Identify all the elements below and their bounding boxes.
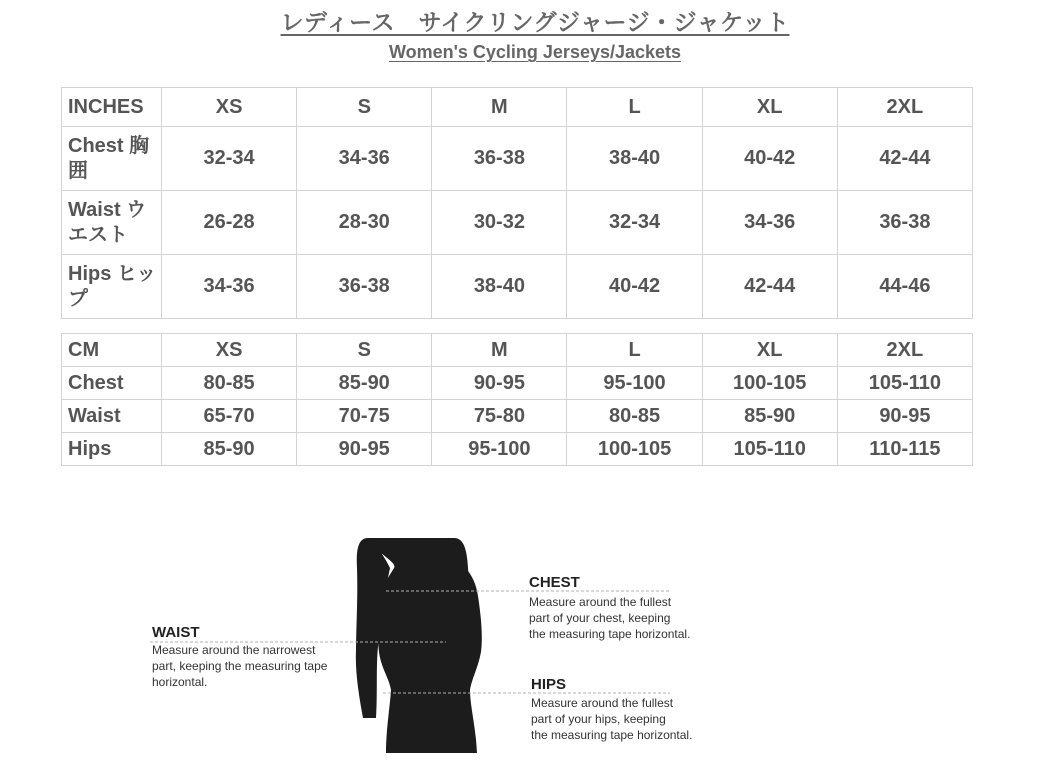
table-cell: 90-95 — [837, 400, 972, 433]
table-cell: 38-40 — [432, 255, 567, 319]
row-label: Hips ヒップ — [62, 255, 162, 319]
table-cell: 40-42 — [567, 255, 702, 319]
table-cell: 32-34 — [162, 127, 297, 191]
waist-desc-line: Measure around the narrowest — [152, 643, 316, 657]
table-row — [62, 255, 973, 319]
inches-size-table — [61, 87, 973, 319]
chest-description — [529, 594, 690, 642]
table-row — [62, 367, 973, 400]
size-header: L — [567, 334, 702, 367]
table-cell: 70-75 — [297, 400, 432, 433]
unit-header: CM — [62, 334, 162, 367]
size-header: M — [432, 334, 567, 367]
table-row — [62, 127, 973, 191]
cm-size-table — [61, 333, 973, 466]
table-cell: 42-44 — [702, 255, 837, 319]
measurement-figure — [150, 538, 730, 758]
waist-description — [152, 642, 327, 690]
table-cell: 38-40 — [567, 127, 702, 191]
page-title-ja: レディース サイクリングジャージ・ジャケット — [280, 10, 790, 36]
table-cell: 28-30 — [297, 191, 432, 255]
row-label: Chest — [62, 367, 162, 400]
table-cell: 80-85 — [567, 400, 702, 433]
size-header: XS — [162, 334, 297, 367]
size-header: L — [567, 88, 702, 127]
waist-desc-line: horizontal. — [152, 675, 208, 689]
page-title-en: Women's Cycling Jerseys/Jackets — [388, 42, 682, 62]
chest-desc-line: Measure around the fullest — [529, 595, 672, 609]
waist-desc-line: part, keeping the measuring tape — [152, 659, 328, 673]
size-header: XL — [702, 334, 837, 367]
chest-desc-line: part of your chest, keeping — [529, 611, 671, 625]
table-cell: 80-85 — [162, 367, 297, 400]
table-cell: 100-105 — [567, 433, 702, 466]
table-cell: 34-36 — [162, 255, 297, 319]
table-cell: 85-90 — [297, 367, 432, 400]
unit-header: INCHES — [62, 88, 162, 127]
table-cell: 100-105 — [702, 367, 837, 400]
table-row — [62, 191, 973, 255]
table-cell: 95-100 — [432, 433, 567, 466]
table-cell: 36-38 — [837, 191, 972, 255]
table-cell: 75-80 — [432, 400, 567, 433]
size-header: S — [297, 334, 432, 367]
table-row — [62, 400, 973, 433]
table-cell: 26-28 — [162, 191, 297, 255]
table-cell: 40-42 — [702, 127, 837, 191]
size-header: M — [432, 88, 567, 127]
size-header: S — [297, 88, 432, 127]
table-cell: 36-38 — [432, 127, 567, 191]
table-row — [62, 433, 973, 466]
table-header-row — [62, 334, 973, 367]
table-cell: 90-95 — [432, 367, 567, 400]
chest-heading: CHEST — [529, 574, 580, 591]
table-cell: 42-44 — [837, 127, 972, 191]
hips-desc-line: the measuring tape horizontal. — [531, 728, 693, 742]
table-cell: 32-34 — [567, 191, 702, 255]
row-label: Hips — [62, 433, 162, 466]
hips-desc-line: part of your hips, keeping — [531, 712, 666, 726]
table-cell: 105-110 — [837, 367, 972, 400]
table-cell: 36-38 — [297, 255, 432, 319]
waist-heading: WAIST — [152, 624, 200, 641]
size-header: XS — [162, 88, 297, 127]
hips-description — [531, 695, 692, 743]
row-label: Waist — [62, 400, 162, 433]
table-cell: 90-95 — [297, 433, 432, 466]
size-header: XL — [702, 88, 837, 127]
table-cell: 34-36 — [702, 191, 837, 255]
table-cell: 44-46 — [837, 255, 972, 319]
table-cell: 65-70 — [162, 400, 297, 433]
row-label: Waist ウエスト — [62, 191, 162, 255]
table-cell: 85-90 — [162, 433, 297, 466]
hips-desc-line: Measure around the fullest — [531, 696, 674, 710]
table-cell: 110-115 — [837, 433, 972, 466]
row-label: Chest 胸囲 — [62, 127, 162, 191]
chest-desc-line: the measuring tape horizontal. — [529, 627, 691, 641]
table-cell: 95-100 — [567, 367, 702, 400]
table-header-row — [62, 88, 973, 127]
table-cell: 85-90 — [702, 400, 837, 433]
table-cell: 34-36 — [297, 127, 432, 191]
table-cell: 30-32 — [432, 191, 567, 255]
size-header: 2XL — [837, 88, 972, 127]
table-cell: 105-110 — [702, 433, 837, 466]
hips-heading: HIPS — [531, 676, 567, 693]
size-header: 2XL — [837, 334, 972, 367]
